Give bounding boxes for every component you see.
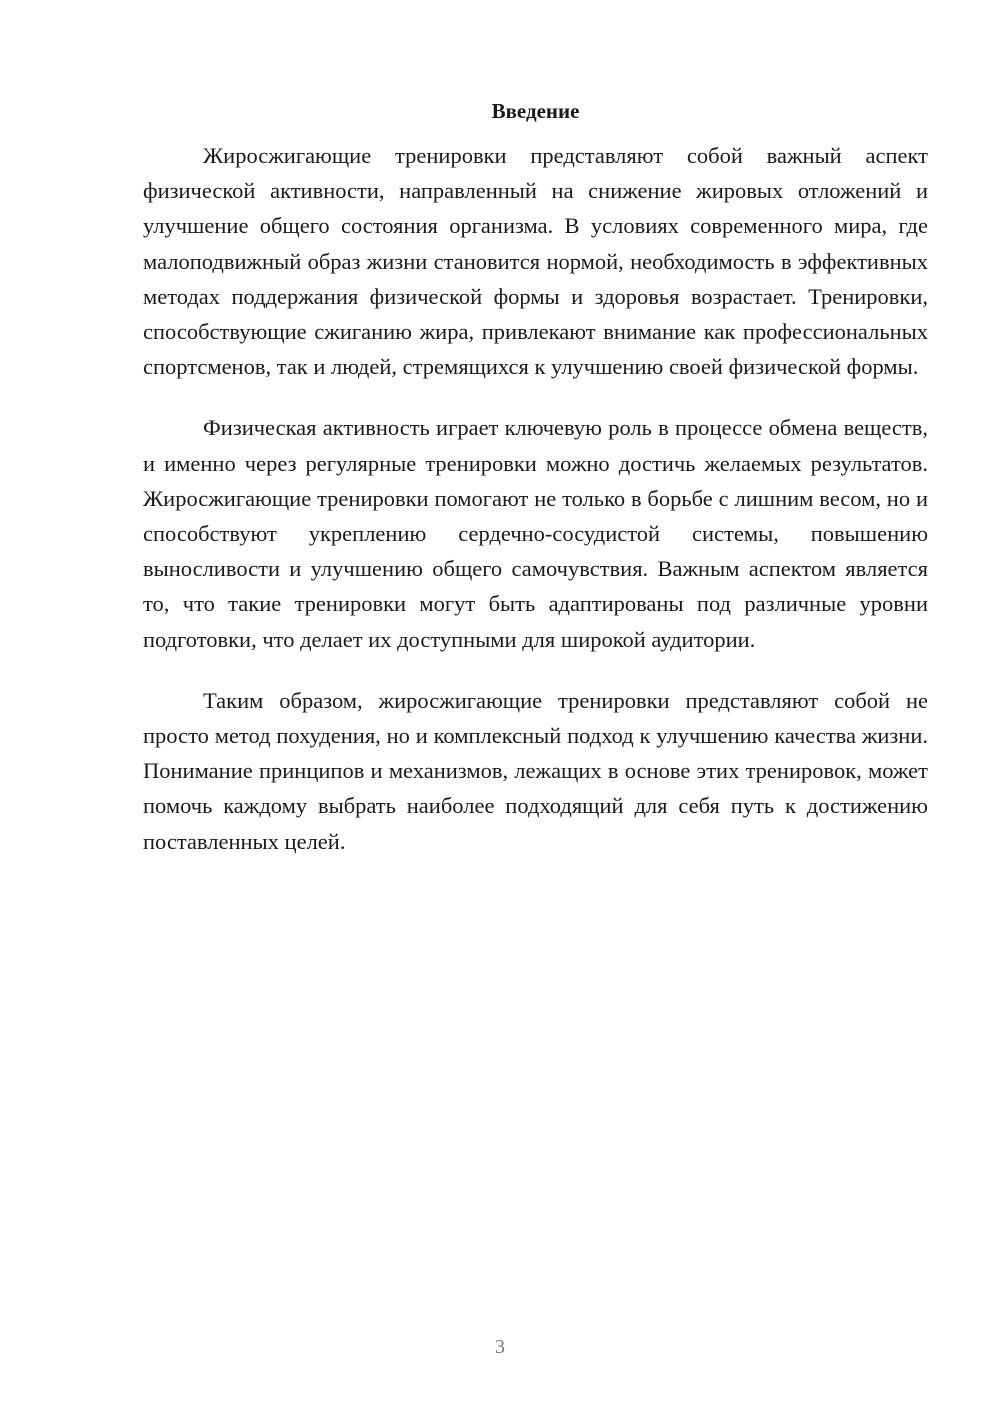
paragraph-2: Физическая активность играет ключевую роль в процессе обмена веществ, и именно через регулярные тренировки можно достичь желаемых результатов. Жиросжигающие тренировки помогают не только в борьбе с лишним весом, но и способствуют укреплению сердечно-сосудистой системы, повышению выносливости и улучшению общего самочувствия. Важным аспектом является то, что такие тренировки могут быть адаптированы под различные уровни подготовки, что делает их доступными для широкой аудитории. <box>143 415 928 652</box>
paragraph-1: Жиросжигающие тренировки представляют собой важный аспект физической активности, направленный на снижение жировых отложений и улучшение общего состояния организма. В условиях современного мира, где малоподвижный образ жизни становится нормой, необходимость в эффективных методах поддержания физической формы и здоровья возрастает. Тренировки, способствующие сжиганию жира, привлекают внимание как профессиональных спортсменов, так и людей, стремящихся к улучшению своей физической формы. <box>143 143 928 380</box>
paragraph-3: Таким образом, жиросжигающие тренировки представляют собой не просто метод похудения, но и комплексный подход к улучшению качества жизни. Понимание принципов и механизмов, лежащих в основе этих тренировок, может помочь каждому выбрать наиболее подходящий для себя путь к достижению поставленных целей. <box>143 687 928 854</box>
page-content <box>143 96 928 885</box>
section-title: Введение <box>491 99 580 123</box>
page-number: 3 <box>495 1336 505 1358</box>
